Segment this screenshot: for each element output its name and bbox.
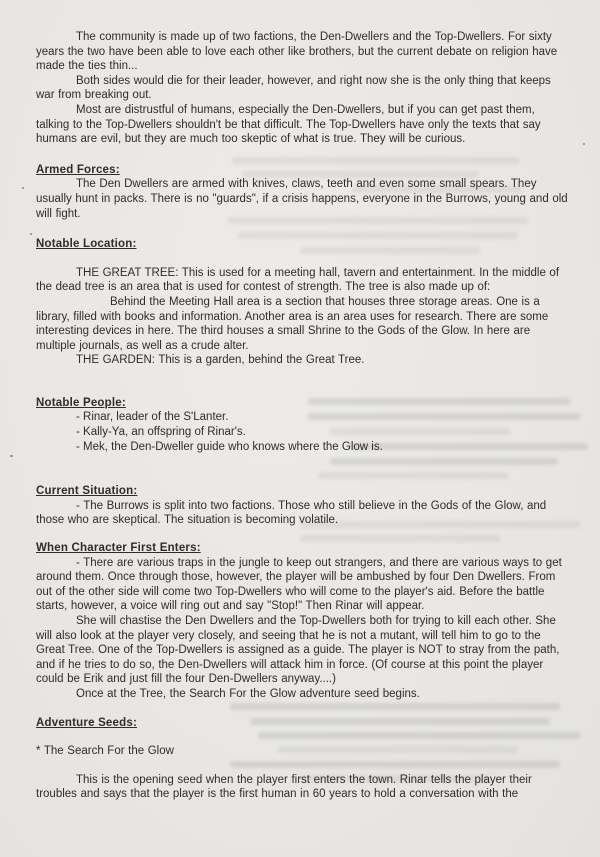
list-item-mek: - Mek, the Den-Dweller guide who knows where the Glow is. xyxy=(76,440,383,453)
paragraph-chastise: She will chastise the Den Dwellers and the Top-Dwellers both for trying to kill each other. She will also look at the player very closely, and seeing that he is not a mutant, will tell him to go to the Great Tree. One of the Top-Dwellers is assigned as a guide. The player is NOT to stray from the path, and if he tries to do so, the Den-Dwellers will attack him in force. (Of course at this point the player could be Erik and just fill the four Den-Dwellers anyway....) xyxy=(36,615,560,686)
heading-when-character-first-enters: When Character First Enters: xyxy=(36,542,201,555)
seed-title-search-for-the-glow: * The Search For the Glow xyxy=(36,745,174,758)
paragraph-traps-ambush: - There are various traps in the jungle to keep out strangers, and there are various ways to get around them. Once through those, however, the player will be ambushed by four Den Dwellers. From out of the other side will come two Top-Dwellers who will come to the player's aid. Before the battle starts, however, a voice will ring out and say "Stop!" Then Rinar will appear. xyxy=(36,556,562,613)
paragraph-opening-seed: This is the opening seed when the player first enters the town. Rinar tells the player their troubles and says that the player is the first human in 60 years to hold a conversation with the xyxy=(36,773,532,801)
paragraph-armed-forces: The Den Dwellers are armed with knives, claws, teeth and even some small spears. They usually hunt in packs. There is no "guards", if a crisis happens, everyone in the Burrows, young and old will fight. xyxy=(36,178,568,220)
paragraph-great-tree: THE GREAT TREE: This is used for a meeting hall, tavern and entertainment. In the middle of the dead tree is an area that is used for contest of strength. The tree is also made up of: xyxy=(36,266,560,294)
heading-current-situation: Current Situation: xyxy=(36,485,138,498)
paragraph-meeting-hall: Behind the Meeting Hall area is a section that houses three storage areas. One is a library, filled with books and information. Another area is an area uses for research. There are some interesting devices in here. The third houses a small Shrine to the Gods of the Glow. In here are multiple journals, as well as a crude alter. xyxy=(36,295,549,352)
paragraph-community: The community is made up of two factions, the Den-Dwellers and the Top-Dwellers. For sixty years the two have been able to love each other like brothers, but the current debate on religion have made the ties thin... xyxy=(36,31,558,73)
list-item-rinar: - Rinar, leader of the S'Lanter. xyxy=(76,411,229,424)
paragraph-distrustful: Most are distrustful of humans, especially the Den-Dwellers, but if you can get past them, talking to the Top-Dwellers shouldn't be that difficult. The Top-Dwellers have only the texts that say humans are evil, but they are much too skeptic of what is true. They will be curious. xyxy=(36,103,541,146)
heading-armed-forces: Armed Forces: xyxy=(36,163,120,176)
paragraph-leader: Both sides would die for their leader, however, and right now she is the only thing that keeps war from breaking out. xyxy=(36,74,551,102)
paragraph-once-at-tree: Once at the Tree, the Search For the Glow adventure seed begins. xyxy=(76,687,420,700)
paragraph-garden: THE GARDEN: This is a garden, behind the Great Tree. xyxy=(76,354,365,367)
heading-adventure-seeds: Adventure Seeds: xyxy=(36,716,137,729)
heading-notable-people: Notable People: xyxy=(36,396,126,409)
list-item-kally-ya: - Kally-Ya, an offspring of Rinar's. xyxy=(76,426,246,439)
heading-notable-location: Notable Location: xyxy=(36,238,137,251)
paragraph-current-situation: - The Burrows is split into two factions. Those who still believe in the Gods of the Glow, and those who are skeptical. The situation is becoming volatile. xyxy=(36,499,547,527)
